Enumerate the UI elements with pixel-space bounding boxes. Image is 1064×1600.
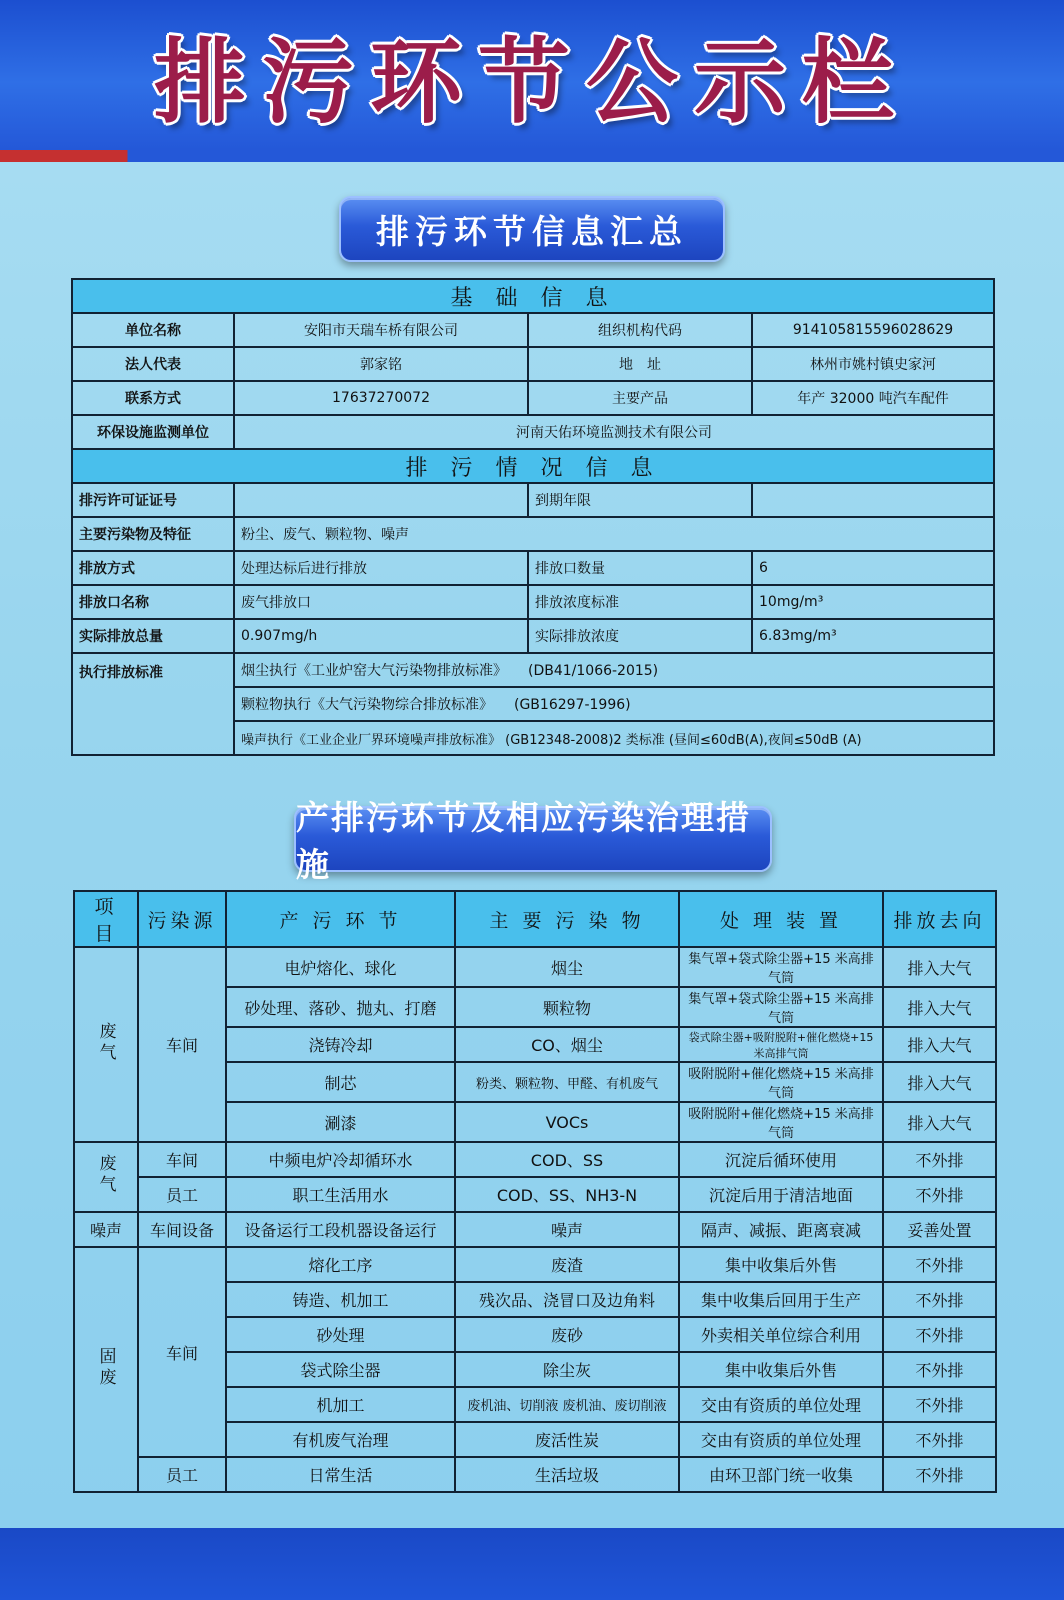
pollutant-cell: COD、SS xyxy=(455,1142,679,1177)
destination-cell: 不外排 xyxy=(883,1177,996,1212)
destination-cell: 不外排 xyxy=(883,1387,996,1422)
monitor-label: 环保设施监测单位 xyxy=(72,415,234,449)
treatment-cell: 袋式除尘器+吸附脱附+催化燃烧+15 米高排气筒 xyxy=(679,1027,883,1062)
source-cell: 员工 xyxy=(138,1457,226,1492)
actual-conc-label: 实际排放浓度 xyxy=(528,619,752,653)
section-title-summary: 排污环节信息汇总 xyxy=(339,196,725,262)
col-header-treatment: 处 理 装 置 xyxy=(679,891,883,947)
treatment-cell: 交由有资质的单位处理 xyxy=(679,1422,883,1457)
table-row xyxy=(74,1212,996,1247)
expiry-label: 到期年限 xyxy=(528,483,752,517)
destination-cell: 妥善处置 xyxy=(883,1212,996,1247)
footer-band xyxy=(0,1528,1064,1600)
group-source-cell: 车间 xyxy=(138,947,226,1142)
destination-cell: 不外排 xyxy=(883,1142,996,1177)
destination-cell: 排入大气 xyxy=(883,947,996,987)
section-title-measures: 产排污环节及相应污染治理措施 xyxy=(294,806,772,872)
treatment-cell: 由环卫部门统一收集 xyxy=(679,1457,883,1492)
process-cell: 砂处理、落砂、抛丸、打磨 xyxy=(226,987,455,1027)
destination-cell: 排入大气 xyxy=(883,1062,996,1102)
pollutant-cell: 噪声 xyxy=(455,1212,679,1247)
process-cell: 电炉熔化、球化 xyxy=(226,947,455,987)
outlet-name-label: 排放口名称 xyxy=(72,585,234,619)
standard-line-1: 烟尘执行《工业炉窑大气污染物排放标准》 (DB41/1066-2015) xyxy=(234,653,994,687)
group-item-label: 废气 xyxy=(95,1154,116,1196)
permit-label: 排污许可证证号 xyxy=(72,483,234,517)
treatment-cell: 集气罩+袋式除尘器+15 米高排气筒 xyxy=(679,947,883,987)
group-source-cell: 车间 xyxy=(138,1247,226,1457)
contact-value: 17637270072 xyxy=(234,381,528,415)
conc-std-value: 10mg/m³ xyxy=(752,585,994,619)
treatment-cell: 交由有资质的单位处理 xyxy=(679,1387,883,1422)
treatment-cell: 集中收集后回用于生产 xyxy=(679,1282,883,1317)
monitor-value: 河南天佑环境监测技术有限公司 xyxy=(234,415,994,449)
header-banner xyxy=(0,0,1064,150)
org-code-value: 914105815596028629 xyxy=(752,313,994,347)
product-value: 年产 32000 吨汽车配件 xyxy=(752,381,994,415)
treatment-cell: 隔声、减振、距离衰减 xyxy=(679,1212,883,1247)
outlet-count-value: 6 xyxy=(752,551,994,585)
address-value: 林州市姚村镇史家河 xyxy=(752,347,994,381)
group-item-label: 废气 xyxy=(95,1021,116,1064)
pollutant-cell: 除尘灰 xyxy=(455,1352,679,1387)
outlet-count-label: 排放口数量 xyxy=(528,551,752,585)
pollutant-cell: CO、烟尘 xyxy=(455,1027,679,1062)
conc-std-label: 排放浓度标准 xyxy=(528,585,752,619)
legal-rep-value: 郭家铭 xyxy=(234,347,528,381)
destination-cell: 不外排 xyxy=(883,1352,996,1387)
address-label: 地 址 xyxy=(528,347,752,381)
org-code-label: 组织机构代码 xyxy=(528,313,752,347)
pollutant-cell: COD、SS、NH3-N xyxy=(455,1177,679,1212)
standard-label: 执行排放标准 xyxy=(72,653,234,755)
total-value: 0.907mg/h xyxy=(234,619,528,653)
method-label: 排放方式 xyxy=(72,551,234,585)
table-row xyxy=(74,1142,996,1177)
process-cell: 设备运行工段机器设备运行 xyxy=(226,1212,455,1247)
process-cell: 袋式除尘器 xyxy=(226,1352,455,1387)
col-header-process: 产 污 环 节 xyxy=(226,891,455,947)
group-item-cell xyxy=(74,1247,138,1492)
destination-cell: 排入大气 xyxy=(883,1102,996,1142)
legal-rep-label: 法人代表 xyxy=(72,347,234,381)
product-label: 主要产品 xyxy=(528,381,752,415)
treatment-cell: 集中收集后外售 xyxy=(679,1352,883,1387)
pollutant-cell: VOCs xyxy=(455,1102,679,1142)
process-cell: 熔化工序 xyxy=(226,1247,455,1282)
destination-cell: 排入大气 xyxy=(883,987,996,1027)
destination-cell: 排入大气 xyxy=(883,1027,996,1062)
table-row xyxy=(74,1457,996,1492)
process-cell: 铸造、机加工 xyxy=(226,1282,455,1317)
group-item-cell: 噪声 xyxy=(74,1212,138,1247)
unit-name-value: 安阳市天瑞车桥有限公司 xyxy=(234,313,528,347)
treatment-cell: 集中收集后外售 xyxy=(679,1247,883,1282)
col-header-item: 项 目 xyxy=(74,891,138,947)
board-title: 排污环节公示栏 xyxy=(153,29,910,136)
pollutant-cell: 烟尘 xyxy=(455,947,679,987)
group-item-label: 固废 xyxy=(95,1346,116,1389)
contact-label: 联系方式 xyxy=(72,381,234,415)
treatment-cell: 外卖相关单位综合利用 xyxy=(679,1317,883,1352)
process-cell: 砂处理 xyxy=(226,1317,455,1352)
destination-cell: 不外排 xyxy=(883,1282,996,1317)
measures-table xyxy=(73,890,997,1493)
pollutant-cell: 废渣 xyxy=(455,1247,679,1282)
pollutants-value: 粉尘、废气、颗粒物、噪声 xyxy=(234,517,994,551)
banner-divider xyxy=(0,150,1064,162)
destination-cell: 不外排 xyxy=(883,1457,996,1492)
treatment-cell: 沉淀后循环使用 xyxy=(679,1142,883,1177)
table-row xyxy=(74,1177,996,1212)
permit-value xyxy=(234,483,528,517)
basic-info-table xyxy=(71,278,995,756)
process-cell: 涮漆 xyxy=(226,1102,455,1142)
source-cell: 车间 xyxy=(138,1142,226,1177)
unit-name-label: 单位名称 xyxy=(72,313,234,347)
pollutant-cell: 颗粒物 xyxy=(455,987,679,1027)
pollutants-label: 主要污染物及特征 xyxy=(72,517,234,551)
method-value: 处理达标后进行排放 xyxy=(234,551,528,585)
process-cell: 职工生活用水 xyxy=(226,1177,455,1212)
outlet-name-value: 废气排放口 xyxy=(234,585,528,619)
process-cell: 有机废气治理 xyxy=(226,1422,455,1457)
basic-info-header: 基 础 信 息 xyxy=(72,279,994,313)
col-header-pollutant: 主 要 污 染 物 xyxy=(455,891,679,947)
col-header-destination: 排放去向 xyxy=(883,891,996,947)
table-row xyxy=(74,947,996,987)
treatment-cell: 沉淀后用于清洁地面 xyxy=(679,1177,883,1212)
discharge-info-header: 排 污 情 况 信 息 xyxy=(72,449,994,483)
group-item-cell xyxy=(74,947,138,1142)
source-cell: 车间设备 xyxy=(138,1212,226,1247)
actual-conc-value: 6.83mg/m³ xyxy=(752,619,994,653)
destination-cell: 不外排 xyxy=(883,1247,996,1282)
total-label: 实际排放总量 xyxy=(72,619,234,653)
pollutant-cell: 生活垃圾 xyxy=(455,1457,679,1492)
source-cell: 员工 xyxy=(138,1177,226,1212)
pollutant-cell: 废活性炭 xyxy=(455,1422,679,1457)
destination-cell: 不外排 xyxy=(883,1422,996,1457)
process-cell: 中频电炉冷却循环水 xyxy=(226,1142,455,1177)
treatment-cell: 吸附脱附+催化燃烧+15 米高排气筒 xyxy=(679,1102,883,1142)
group-item-cell xyxy=(74,1142,138,1212)
treatment-cell: 吸附脱附+催化燃烧+15 米高排气筒 xyxy=(679,1062,883,1102)
process-cell: 浇铸冷却 xyxy=(226,1027,455,1062)
standard-line-3: 噪声执行《工业企业厂界环境噪声排放标准》 (GB12348-2008)2 类标准 (昼间≤60dB(A),夜间≤50dB (A) xyxy=(234,721,994,755)
pollutant-cell: 废砂 xyxy=(455,1317,679,1352)
process-cell: 日常生活 xyxy=(226,1457,455,1492)
treatment-cell: 集气罩+袋式除尘器+15 米高排气筒 xyxy=(679,987,883,1027)
pollutant-cell: 废机油、切削液 废机油、废切削液 xyxy=(455,1387,679,1422)
table-row xyxy=(74,1247,996,1282)
destination-cell: 不外排 xyxy=(883,1317,996,1352)
process-cell: 机加工 xyxy=(226,1387,455,1422)
process-cell: 制芯 xyxy=(226,1062,455,1102)
col-header-source: 污染源 xyxy=(138,891,226,947)
pollutant-cell: 粉类、颗粒物、甲醛、有机废气 xyxy=(455,1062,679,1102)
pollutant-cell: 残次品、浇冒口及边角料 xyxy=(455,1282,679,1317)
expiry-value xyxy=(752,483,994,517)
standard-line-2: 颗粒物执行《大气污染物综合排放标准》 (GB16297-1996) xyxy=(234,687,994,721)
